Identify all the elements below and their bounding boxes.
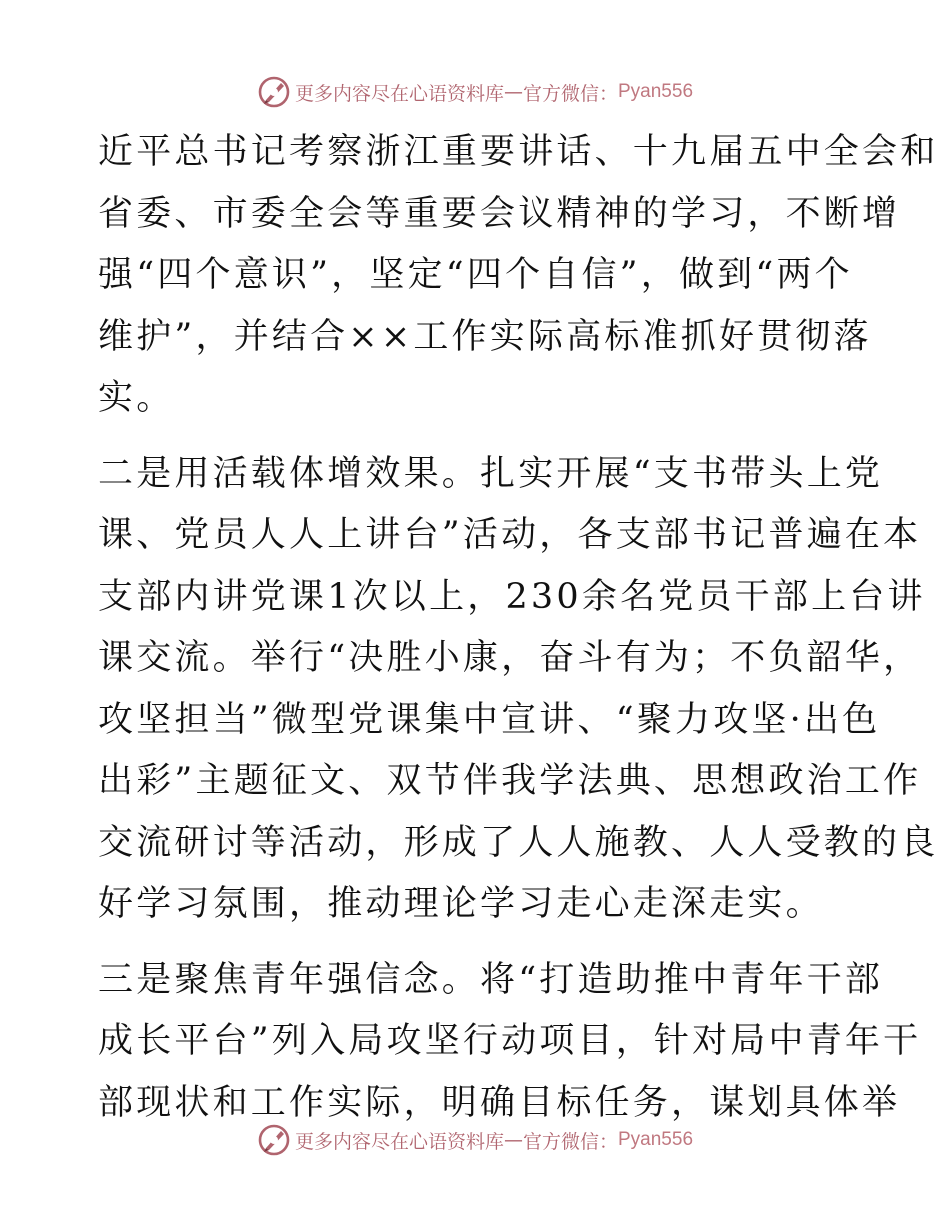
text-line: 支部内讲党课1次以上，230余名党员干部上台讲 xyxy=(98,576,926,617)
watermark-separator: — xyxy=(503,1129,523,1151)
paragraph xyxy=(98,444,939,936)
watermark-text: 更多内容尽在心语资料库 xyxy=(294,1130,504,1153)
text-line: 实。 xyxy=(98,378,175,418)
watermark-text: 更多内容尽在心语资料库 xyxy=(294,82,504,105)
watermark-wechat-id: Pyan556 xyxy=(618,81,694,102)
paragraph xyxy=(98,122,939,430)
watermark-wechat-label: 官方微信： xyxy=(522,82,618,105)
text-line: 省委、市委全会等重要会议精神的学习，不断增 xyxy=(98,193,901,234)
text-line: 交流研讨等活动，形成了人人施教、人人受教的良 xyxy=(98,822,939,863)
text-line: 攻坚担当”微型党课集中宣讲、“聚力攻坚·出色 xyxy=(98,699,881,740)
footer-watermark xyxy=(0,1120,950,1160)
text-line: 成长平台”列入局攻坚行动项目，针对局中青年干 xyxy=(98,1021,922,1061)
text-line: 课交流。举行“决胜小康，奋斗有为；不负韶华， xyxy=(98,638,922,678)
text-line: 好学习氛围，推动理论学习走心走深走实。 xyxy=(98,884,824,924)
watermark-wechat-label: 官方微信： xyxy=(522,1130,618,1153)
text-line: 课、党员人人上讲台”活动，各支部书记普遍在本 xyxy=(98,515,922,555)
pen-logo-icon xyxy=(257,75,291,109)
text-line: 二是用活载体增效果。扎实开展“支书带头上党 xyxy=(98,453,884,494)
text-line: 维护”，并结合××工作实际高标准抓好贯彻落 xyxy=(98,316,872,357)
watermark-separator: — xyxy=(503,81,523,103)
watermark-wechat-id: Pyan556 xyxy=(618,1129,694,1150)
text-line: 出彩”主题征文、双节伴我学法典、思想政治工作 xyxy=(98,761,922,801)
text-line: 部现状和工作实际，明确目标任务，谋划具体举 xyxy=(98,1082,901,1123)
text-line: 近平总书记考察浙江重要讲话、十九届五中全会和 xyxy=(98,132,939,172)
document-body xyxy=(98,122,939,1134)
header-watermark xyxy=(0,72,950,112)
text-line: 三是聚焦青年强信念。将“打造助推中青年干部 xyxy=(98,959,884,1000)
pen-logo-icon xyxy=(257,1123,291,1157)
paragraph xyxy=(98,950,922,1135)
text-line: 强“四个意识”，坚定“四个自信”，做到“两个 xyxy=(98,255,853,295)
